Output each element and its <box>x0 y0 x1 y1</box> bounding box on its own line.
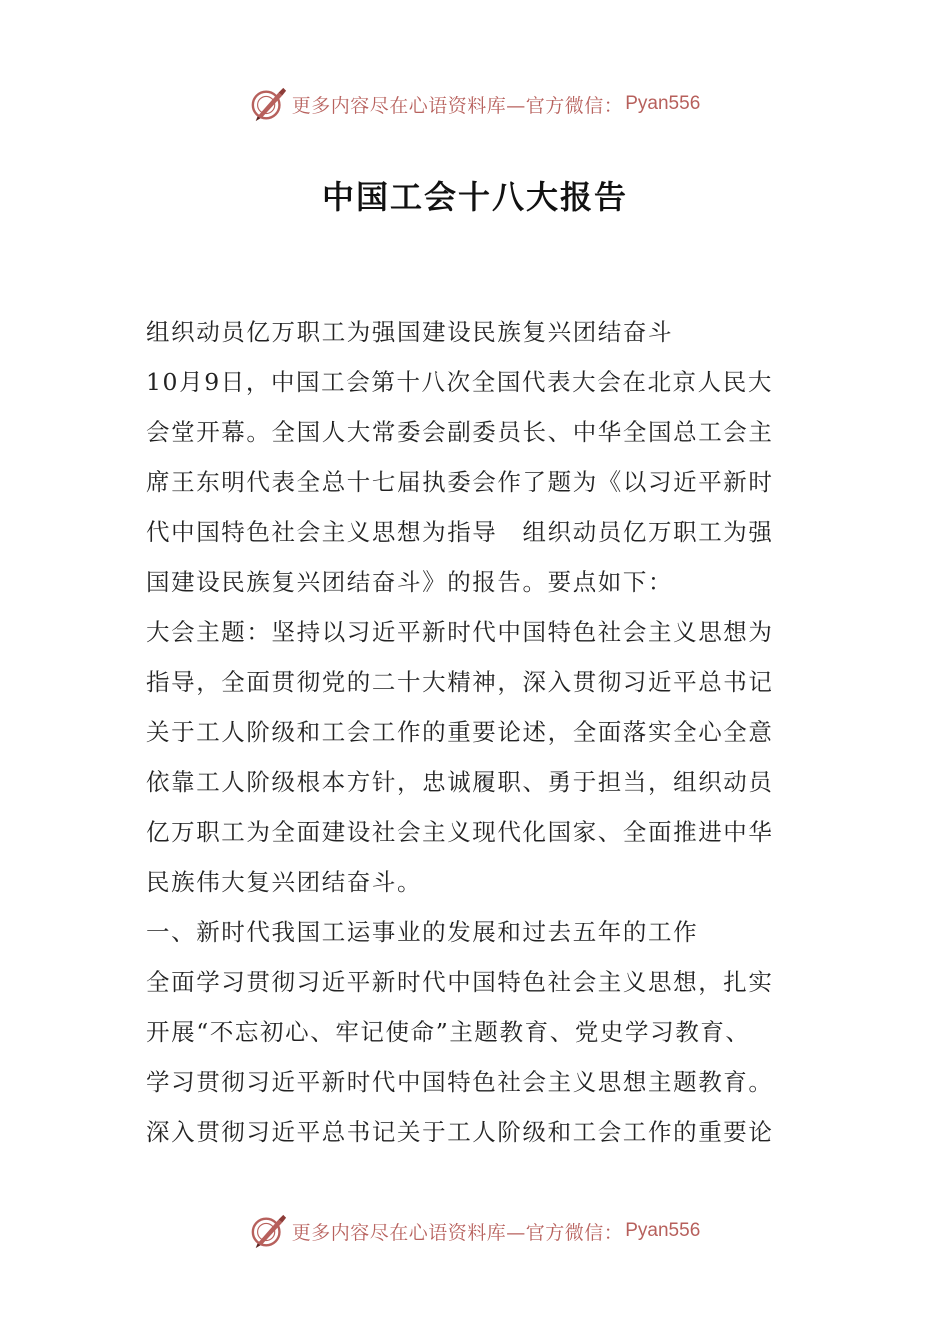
paragraph-line: 组织动员亿万职工为强国建设民族复兴团结奋斗 <box>146 318 674 346</box>
watermark-handle: Pyan556 <box>625 1220 701 1241</box>
section-heading: 一、新时代我国工运事业的发展和过去五年的工作 <box>146 918 699 946</box>
paragraph-line: 指导，全面贯彻党的二十大精神，深入贯彻习近平总书记 <box>146 668 774 696</box>
paragraph-line: 深入贯彻习近平总书记关于工人阶级和工会工作的重要论 <box>146 1118 774 1146</box>
paragraph-line: 10月9日，中国工会第十八次全国代表大会在北京人民大 <box>146 368 773 396</box>
watermark-text: 更多内容尽在心语资料库—官方微信： <box>291 1221 624 1244</box>
paragraph-line: 依靠工人阶级根本方针，忠诚履职、勇于担当，组织动员 <box>146 768 774 796</box>
document-title: 中国工会十八大报告 <box>321 178 628 216</box>
paragraph-line: 会堂开幕。全国人大常委会副委员长、中华全国总工会主 <box>146 418 774 446</box>
paragraph-line: 代中国特色社会主义思想为指导 组织动员亿万职工为强 <box>146 518 774 546</box>
watermark-handle: Pyan556 <box>625 93 701 114</box>
paragraph-line: 国建设民族复兴团结奋斗》的报告。要点如下： <box>146 568 674 596</box>
paragraph-line: 席王东明代表全总十七届执委会作了题为《以习近平新时 <box>146 468 774 496</box>
paragraph-line: 民族伟大复兴团结奋斗。 <box>146 868 423 896</box>
paragraph-line: 关于工人阶级和工会工作的重要论述，全面落实全心全意 <box>146 718 774 746</box>
document-body <box>146 307 810 1157</box>
pen-logo-icon <box>250 85 288 123</box>
paragraph-line: 开展“不忘初心、牢记使命”主题教育、党史学习教育、 <box>146 1018 751 1046</box>
header-watermark <box>0 82 950 126</box>
paragraph-line: 亿万职工为全面建设社会主义现代化国家、全面推进中华 <box>146 818 774 846</box>
paragraph-line: 全面学习贯彻习近平新时代中国特色社会主义思想，扎实 <box>146 968 774 996</box>
pen-logo-icon <box>250 1212 288 1250</box>
footer-watermark <box>0 1209 950 1253</box>
paragraph-line: 大会主题：坚持以习近平新时代中国特色社会主义思想为 <box>146 618 774 646</box>
watermark-text: 更多内容尽在心语资料库—官方微信： <box>291 94 624 117</box>
paragraph-line: 学习贯彻习近平新时代中国特色社会主义思想主题教育。 <box>146 1068 774 1096</box>
